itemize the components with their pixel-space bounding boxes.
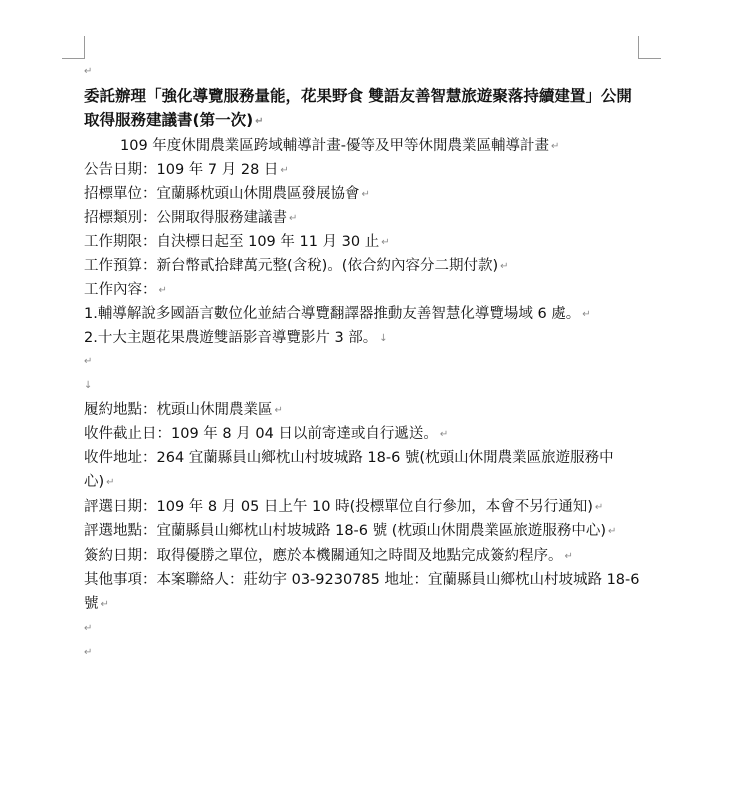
- paragraph-mark-icon: ↵: [582, 309, 591, 320]
- work-item-1: 1.輔導解說多國語言數位化並結合導覽翻譯器推動友善智慧化導覽場域 6 處。 ↵: [84, 306, 591, 322]
- review-date-line: 評選日期：109 年 8 月 05 日上午 10 時(投標單位自行參加，本會不另行通知) ↵: [84, 499, 604, 515]
- paragraph-mark-icon: ↵: [289, 213, 298, 224]
- paragraph-mark-icon: ↵: [594, 502, 604, 513]
- paragraph-mark-icon: ↵: [84, 356, 93, 367]
- paragraph-mark-icon: ↵: [274, 405, 283, 416]
- sign-date-line: 簽約日期：取得優勝之單位，應於本機關通知之時間及地點完成簽約程序。 ↵: [84, 548, 573, 564]
- location-line: 履約地點：枕頭山休閒農業區 ↵: [84, 402, 283, 418]
- paragraph-mark-icon: ↵: [106, 477, 115, 488]
- page-corner-mark-top-left: [62, 36, 85, 59]
- paragraph-mark-icon: ↵: [255, 116, 264, 127]
- document-body[interactable]: [84, 60, 644, 665]
- paragraph-mark-icon: ↵: [564, 551, 573, 562]
- line-break-mark-icon: ↓: [84, 380, 93, 391]
- tender-unit-line: 招標單位：宜蘭縣枕頭山休閒農區發展協會 ↵: [84, 186, 370, 202]
- address-line: 收件地址：264 宜蘭縣員山鄉枕山村坡城路 18-6 號(枕頭山休閒農業區旅遊服務中心) ↵: [84, 450, 614, 490]
- other-notes-line: 其他事項：本案聯絡人：莊幼宇 03-9230785 地址：宜蘭縣員山鄉枕山村坡城路 18-6 號 ↵: [84, 572, 640, 612]
- tender-type-line: 招標類別：公開取得服務建議書 ↵: [84, 210, 298, 226]
- paragraph-mark-icon: ↵: [381, 237, 390, 248]
- work-period-line: 工作期限：自決標日起至 109 年 11 月 30 止 ↵: [84, 234, 390, 250]
- paragraph-mark-icon: ↵: [280, 165, 289, 176]
- paragraph-mark-icon: ↵: [84, 647, 93, 658]
- paragraph-mark-icon: ↵: [84, 623, 93, 634]
- paragraph-mark-icon: ↵: [500, 261, 509, 272]
- paragraph-mark-icon: ↵: [439, 429, 449, 440]
- paragraph-mark-icon: ↵: [158, 285, 167, 296]
- announce-date-line: 公告日期：109 年 7 月 28 日 ↵: [84, 162, 289, 178]
- document-subtitle: 109 年度休閒農業區跨域輔導計畫-優等及甲等休閒農業區輔導計畫 ↵: [120, 138, 560, 154]
- deadline-line: 收件截止日：109 年 8 月 04 日以前寄達或自行遞送。 ↵: [84, 426, 449, 442]
- line-break-mark-icon: ↓: [379, 333, 388, 344]
- review-place-line: 評選地點：宜蘭縣員山鄉枕山村坡城路 18-6 號 (枕頭山休閒農業區旅遊服務中心) ↵: [84, 523, 617, 539]
- work-item-2: 2.十大主題花果農遊雙語影音導覽影片 3 部。 ↓: [84, 330, 388, 346]
- paragraph-mark-icon: ↵: [84, 66, 93, 77]
- paragraph-mark-icon: ↵: [361, 189, 370, 200]
- page-corner-mark-top-right: [638, 36, 661, 59]
- work-content-line: 工作內容： ↵: [84, 282, 167, 298]
- document-title: 委託辦理「強化導覽服務量能，花果野食 雙語友善智慧旅遊聚落持續建置」公開取得服務建議書(第一次) ↵: [84, 87, 632, 129]
- paragraph-mark-icon: ↵: [100, 599, 109, 610]
- paragraph-mark-icon: ↵: [608, 526, 617, 537]
- paragraph-mark-icon: ↵: [551, 141, 560, 152]
- work-budget-line: 工作預算：新台幣貳拾肆萬元整(含稅)。(依合約內容分二期付款) ↵: [84, 258, 509, 274]
